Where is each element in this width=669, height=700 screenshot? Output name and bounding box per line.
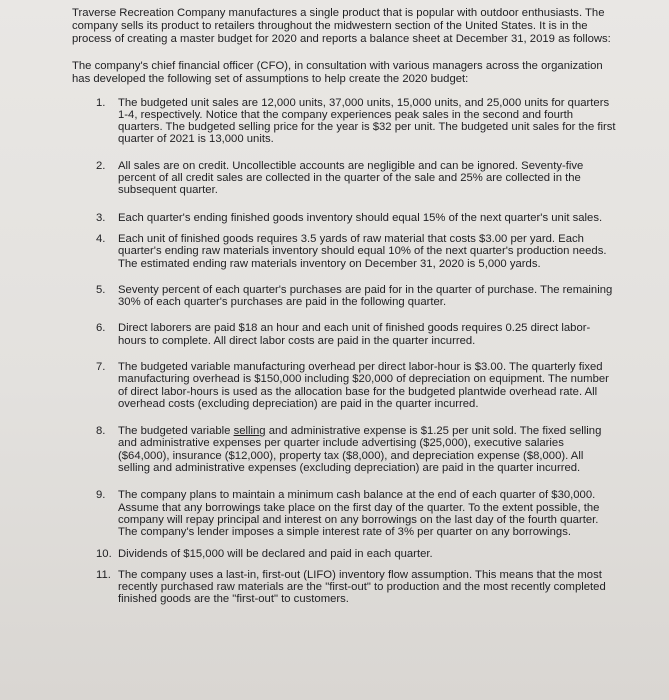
item-number: 3. [96,211,106,224]
underlined-word: selling [233,425,266,438]
assumption-item-9 [72,489,618,538]
item-text-before: The budgeted variable [118,425,234,438]
item-number: 11. [96,568,111,581]
assumption-item-8 [72,425,618,474]
item-text: The budgeted variable manufacturing overhead per direct labor-hour is $3.00. The quarterly fixed manufacturing overhead is $150,000 including $20,000 of depreciation on equipment. The number of direct labor-hours is used as the allocation base for the budgeted plantwide overhead rate. All overhead costs (excluding depreciation) are paid in the quarter incurred. [118,360,609,410]
item-text: The budgeted unit sales are 12,000 units, 37,000 units, 15,000 units, and 25,000 units for quarters 1-4, respectively. Notice that the company experiences peak sales in the second and fourth quarters. The budgeted selling price for the year is $32 per unit. The budgeted unit sales for the first quarter of 2021 is 13,000 units. [118,96,616,146]
assumption-item-11 [72,569,618,606]
item-number: 4. [96,232,106,245]
item-text: Dividends of $15,000 will be declared and paid in each quarter. [118,547,433,560]
assumption-item-3 [72,212,618,224]
item-text: Each unit of finished goods requires 3.5 yards of raw material that costs $3.00 per yard. Each quarter's ending raw materials inventory should equal 10% of the next quarter's production needs. The estimated ending raw materials inventory on December 31, 2020 is 5,000 yards. [118,232,607,270]
cfo-paragraph: The company's chief financial officer (CFO), in consultation with various managers across the organization has developed the following set of assumptions to help create the 2020 budget: [72,59,603,85]
item-text: Seventy percent of each quarter's purchases are paid for in the quarter of purchase. The remaining 30% of each quarter's purchases are paid in the following quarter. [118,283,613,309]
item-text: Direct laborers are paid $18 an hour and each unit of finished goods requires 0.25 direct labor-hours to complete. All direct labor costs are paid in the quarter incurred. [118,322,591,347]
assumption-item-2 [72,160,618,197]
assumption-item-5 [72,284,618,309]
item-text: The company uses a last-in, first-out (LIFO) inventory flow assumption. This means that the most recently purchased raw materials are the "first-out" to production and the most recently completed finished goods are the "first-out" to customers. [118,568,606,606]
item-number: 1. [96,96,106,109]
item-number: 2. [96,159,106,172]
assumption-item-1 [72,97,618,146]
assumption-item-4 [72,233,618,270]
item-number: 9. [96,489,106,502]
item-text: Each quarter's ending finished goods inventory should equal 15% of the next quarter's unit sales. [118,211,603,224]
assumption-item-7 [72,361,618,410]
item-number: 7. [96,360,106,373]
assumption-item-6 [72,322,618,347]
item-number: 10. [96,547,112,560]
intro-paragraph: Traverse Recreation Company manufactures a single product that is popular with outdoor enthusiasts. The company sells its product to retailers throughout the midwestern section of the United States. It is in the process of creating a master budget for 2020 and reports a balance sheet at December 31, 2019 as follows: [72,7,611,45]
item-number: 6. [96,322,106,335]
item-number: 8. [96,425,106,438]
item-text: The company plans to maintain a minimum cash balance at the end of each quarter of $30,000. Assume that any borrowings take place on the first day of the quarter. To the extent possible, the company will repay principal and interest on any borrowings on the last day of the fourth quarter. The company's lender imposes a simple interest rate of 3% per quarter on any borrowings. [118,489,600,539]
item-number: 5. [96,283,106,296]
assumptions-list [72,97,655,606]
item-text: All sales are on credit. Uncollectible accounts are negligible and can be ignored. Seventy-five percent of all credit sales are collected in the quarter of the sale and 25% are collected in the subsequent quarter. [118,159,584,197]
item-text-after: and administrative expense is $1.25 per unit sold. The fixed selling and administrative expenses per quarter include advertising ($25,000), executive salaries ($64,000), insurance ($12,000), property tax ($8,000), and depreciation expense ($8,000). All selling and administrative expenses (excluding depreciation) are paid in the quarter incurred. [118,425,602,475]
assumption-item-10 [72,548,618,560]
